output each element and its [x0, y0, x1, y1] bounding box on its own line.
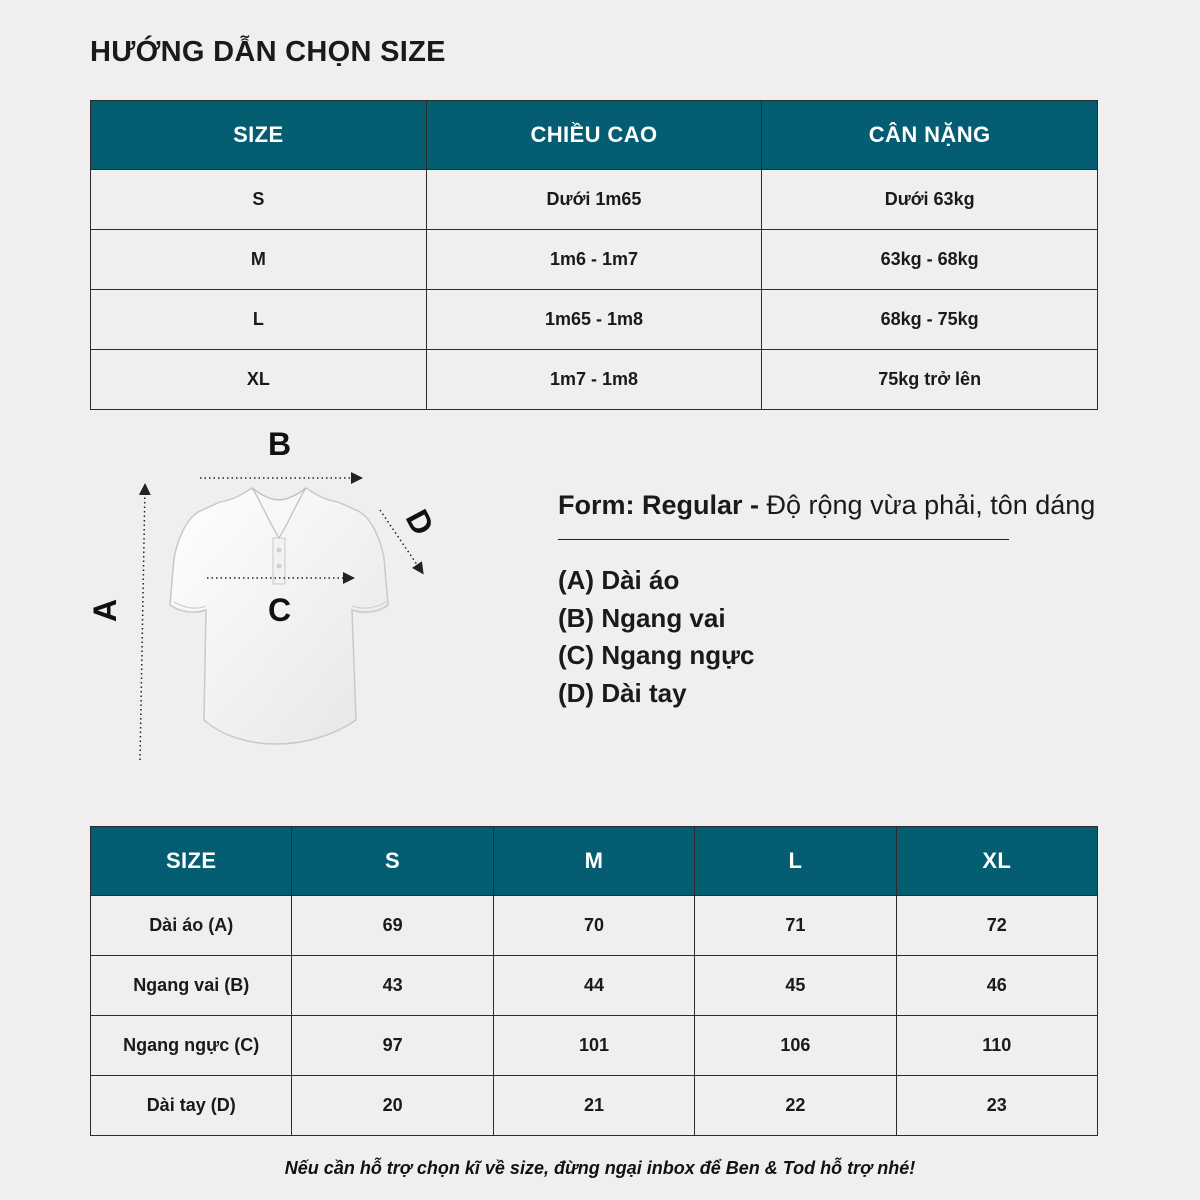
table-row [91, 1016, 1098, 1076]
measure-value: 44 [493, 956, 694, 1016]
height-cell: 1m7 - 1m8 [426, 350, 762, 410]
table-row [91, 1076, 1098, 1136]
weight-cell: 63kg - 68kg [762, 230, 1098, 290]
measure-label: Ngang ngực (C) [91, 1016, 292, 1076]
measure-value: 21 [493, 1076, 694, 1136]
header-weight: CÂN NẶNG [762, 101, 1098, 170]
height-cell: 1m65 - 1m8 [426, 290, 762, 350]
weight-cell: Dưới 63kg [762, 170, 1098, 230]
table-row [91, 290, 1098, 350]
size-cell: L [91, 290, 427, 350]
measure-value: 110 [896, 1016, 1097, 1076]
measure-value: 106 [695, 1016, 896, 1076]
size-cell: S [91, 170, 427, 230]
weight-cell: 68kg - 75kg [762, 290, 1098, 350]
measure-value: 43 [292, 956, 493, 1016]
table-row [91, 230, 1098, 290]
size-table-header [91, 101, 1098, 170]
measure-value: 46 [896, 956, 1097, 1016]
header-s: S [292, 827, 493, 896]
header-height: CHIỀU CAO [426, 101, 762, 170]
measurement-diagram [87, 420, 470, 780]
measure-value: 97 [292, 1016, 493, 1076]
table-row [91, 896, 1098, 956]
header-xl: XL [896, 827, 1097, 896]
header-m: M [493, 827, 694, 896]
label-d: D [398, 503, 442, 541]
table-row [91, 350, 1098, 410]
measure-label: Ngang vai (B) [91, 956, 292, 1016]
divider [558, 539, 1009, 540]
measure-value: 22 [695, 1076, 896, 1136]
size-cell: XL [91, 350, 427, 410]
measure-label: Dài tay (D) [91, 1076, 292, 1136]
label-a: A [87, 598, 124, 623]
arrow-a [140, 486, 145, 760]
measure-value: 45 [695, 956, 896, 1016]
measurement-table [90, 826, 1098, 1136]
size-cell: M [91, 230, 427, 290]
fit-legend [558, 490, 1118, 712]
page-title: HƯỚNG DẪN CHỌN SIZE [90, 36, 446, 68]
header-size: SIZE [91, 101, 427, 170]
form-label: Form: Regular - [558, 490, 760, 520]
measure-label: Dài áo (A) [91, 896, 292, 956]
measure-value: 70 [493, 896, 694, 956]
footer-note: Nếu cần hỗ trợ chọn kĩ về size, đừng ngại inbox để Ben & Tod hỗ trợ nhé! [284, 1158, 916, 1178]
legend-item-a: (A) Dài áo [558, 565, 680, 595]
measure-value: 101 [493, 1016, 694, 1076]
measurement-table-header [91, 827, 1098, 896]
table-row [91, 170, 1098, 230]
measure-value: 20 [292, 1076, 493, 1136]
legend-item-d: (D) Dài tay [558, 677, 687, 708]
height-cell: Dưới 1m65 [426, 170, 762, 230]
size-table [90, 100, 1098, 410]
legend-item-c: (C) Ngang ngực [558, 640, 755, 670]
label-c: C [268, 592, 292, 628]
table-row [91, 956, 1098, 1016]
label-b: B [268, 426, 292, 462]
measure-value: 23 [896, 1076, 1097, 1136]
header-l: L [695, 827, 896, 896]
weight-cell: 75kg trở lên [762, 350, 1098, 410]
shirt-placket [273, 538, 285, 584]
legend-item-b: (B) Ngang vai [558, 602, 726, 633]
form-desc: Độ rộng vừa phải, tôn dáng [759, 490, 1096, 520]
measure-value: 72 [896, 896, 1097, 956]
height-cell: 1m6 - 1m7 [426, 230, 762, 290]
header-size: SIZE [91, 827, 292, 896]
form-description [558, 490, 1118, 521]
measure-value: 69 [292, 896, 493, 956]
measure-value: 71 [695, 896, 896, 956]
